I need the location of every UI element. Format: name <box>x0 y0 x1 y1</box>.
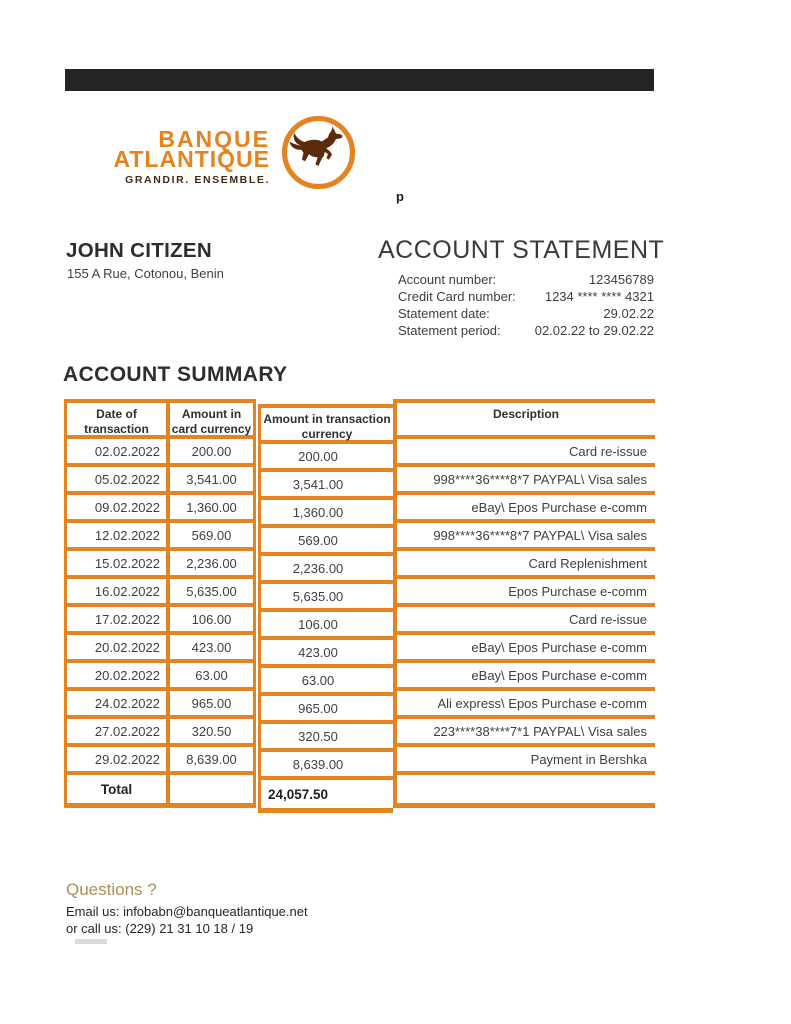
summary-cell-desc-row-10: 223****38****7*1 PAYPAL\ Visa sales <box>397 719 655 747</box>
statement-field-account-number <box>398 271 654 288</box>
field-label: Credit Card number: <box>398 289 516 304</box>
summary-cell-date-row-3: 12.02.2022 <box>67 523 166 551</box>
summary-cell-card-row-11: 8,639.00 <box>170 747 253 775</box>
summary-cell-txn-row-11: 8,639.00 <box>261 752 393 780</box>
account-summary-title: ACCOUNT SUMMARY <box>63 363 288 386</box>
summary-cell-date-row-8: 20.02.2022 <box>67 663 166 691</box>
summary-cell-txn-row-1: 3,541.00 <box>261 472 393 500</box>
field-value: 29.02.22 <box>603 306 654 321</box>
summary-cell-desc-row-9: Ali express\ Epos Purchase e-comm <box>397 691 655 719</box>
summary-cell-card-row-2: 1,360.00 <box>170 495 253 523</box>
summary-cell-txn-row-5: 5,635.00 <box>261 584 393 612</box>
summary-cell-txn-row-9: 965.00 <box>261 696 393 724</box>
header-line: Amount in transaction <box>263 412 391 426</box>
summary-col-card-currency <box>166 399 256 808</box>
summary-cell-date-row-11: 29.02.2022 <box>67 747 166 775</box>
summary-col-transaction-currency <box>258 404 393 813</box>
summary-cell-desc-row-7: eBay\ Epos Purchase e-comm <box>397 635 655 663</box>
summary-cell-date-row-2: 09.02.2022 <box>67 495 166 523</box>
field-label: Account number: <box>398 272 497 287</box>
summary-header-card-currency <box>170 399 253 439</box>
summary-cell-date-row-4: 15.02.2022 <box>67 551 166 579</box>
summary-cell-desc-row-8: eBay\ Epos Purchase e-comm <box>397 663 655 691</box>
header-line: Amount in <box>181 407 242 421</box>
summary-cell-date-row-10: 27.02.2022 <box>67 719 166 747</box>
summary-cell-txn-row-8: 63.00 <box>261 668 393 696</box>
statement-fields <box>398 271 654 339</box>
statement-field-statement-date <box>398 305 654 322</box>
top-black-bar <box>65 69 654 91</box>
summary-cell-card-row-4: 2,236.00 <box>170 551 253 579</box>
summary-cell-card-row-0: 200.00 <box>170 439 253 467</box>
summary-total-date: Total <box>67 775 166 808</box>
summary-cell-desc-row-3: 998****36****8*7 PAYPAL\ Visa sales <box>397 523 655 551</box>
summary-cell-txn-row-3: 569.00 <box>261 528 393 556</box>
summary-cell-card-row-7: 423.00 <box>170 635 253 663</box>
summary-cell-desc-row-0: Card re-issue <box>397 439 655 467</box>
summary-cell-date-row-6: 17.02.2022 <box>67 607 166 635</box>
summary-col-description <box>393 399 655 808</box>
field-label: Statement period: <box>398 323 501 338</box>
field-value: 1234 **** **** 4321 <box>544 289 654 304</box>
summary-header-date <box>67 399 166 439</box>
summary-col-date <box>64 399 166 808</box>
summary-cell-txn-row-6: 106.00 <box>261 612 393 640</box>
statement-title: ACCOUNT STATEMENT <box>378 236 665 264</box>
summary-cell-txn-row-4: 2,236.00 <box>261 556 393 584</box>
summary-cell-card-row-5: 5,635.00 <box>170 579 253 607</box>
summary-header-description <box>397 399 655 439</box>
summary-cell-desc-row-11: Payment in Bershka <box>397 747 655 775</box>
account-holder-address: 155 A Rue, Cotonou, Benin <box>67 266 224 281</box>
summary-cell-date-row-7: 20.02.2022 <box>67 635 166 663</box>
bank-tagline: GRANDIR. ENSEMBLE. <box>125 174 270 186</box>
summary-cell-txn-row-2: 1,360.00 <box>261 500 393 528</box>
summary-cell-txn-row-7: 423.00 <box>261 640 393 668</box>
header-line: card currency <box>171 422 252 436</box>
summary-cell-date-row-5: 16.02.2022 <box>67 579 166 607</box>
footer-questions: Questions ? <box>66 880 157 899</box>
header-line: Date of <box>96 407 137 421</box>
summary-cell-date-row-9: 24.02.2022 <box>67 691 166 719</box>
header-line: transaction <box>84 422 149 436</box>
summary-total-txn: 24,057.50 <box>261 780 393 813</box>
statement-field-statement-period <box>398 322 654 339</box>
bank-name-line1: BANQUE <box>158 126 270 152</box>
summary-cell-desc-row-4: Card Replenishment <box>397 551 655 579</box>
summary-header-transaction-currency <box>261 404 393 444</box>
header-line: currency <box>301 427 353 441</box>
summary-cell-card-row-9: 965.00 <box>170 691 253 719</box>
footer-phone-line: or call us: (229) 21 31 10 18 / 19 <box>66 921 254 936</box>
bank-logo-text <box>58 126 270 186</box>
summary-cell-desc-row-5: Epos Purchase e-comm <box>397 579 655 607</box>
summary-cell-desc-row-6: Card re-issue <box>397 607 655 635</box>
stray-character: p <box>396 189 404 204</box>
field-label: Statement date: <box>398 306 490 321</box>
statement-field-credit-card-number <box>398 288 654 305</box>
summary-cell-card-row-1: 3,541.00 <box>170 467 253 495</box>
footer-email-line: Email us: infobabn@banqueatlantique.net <box>66 904 308 919</box>
summary-cell-card-row-6: 106.00 <box>170 607 253 635</box>
summary-cell-desc-row-1: 998****36****8*7 PAYPAL\ Visa sales <box>397 467 655 495</box>
summary-cell-txn-row-10: 320.50 <box>261 724 393 752</box>
field-value: 02.02.22 to 29.02.22 <box>534 323 654 338</box>
summary-cell-card-row-8: 63.00 <box>170 663 253 691</box>
summary-total-card <box>170 775 253 808</box>
summary-cell-date-row-1: 05.02.2022 <box>67 467 166 495</box>
account-holder-name: JOHN CITIZEN <box>66 239 212 262</box>
summary-total-desc <box>397 775 655 808</box>
bank-name-line2: ATLANTIQUE <box>113 146 270 172</box>
footer-smudge <box>75 939 107 944</box>
summary-cell-card-row-10: 320.50 <box>170 719 253 747</box>
summary-cell-txn-row-0: 200.00 <box>261 444 393 472</box>
summary-cell-card-row-3: 569.00 <box>170 523 253 551</box>
field-value: 123456789 <box>588 272 654 287</box>
header-line: Description <box>492 407 559 421</box>
summary-cell-desc-row-2: eBay\ Epos Purchase e-comm <box>397 495 655 523</box>
summary-table <box>64 399 655 813</box>
summary-cell-date-row-0: 02.02.2022 <box>67 439 166 467</box>
horse-emblem-icon <box>279 113 358 192</box>
